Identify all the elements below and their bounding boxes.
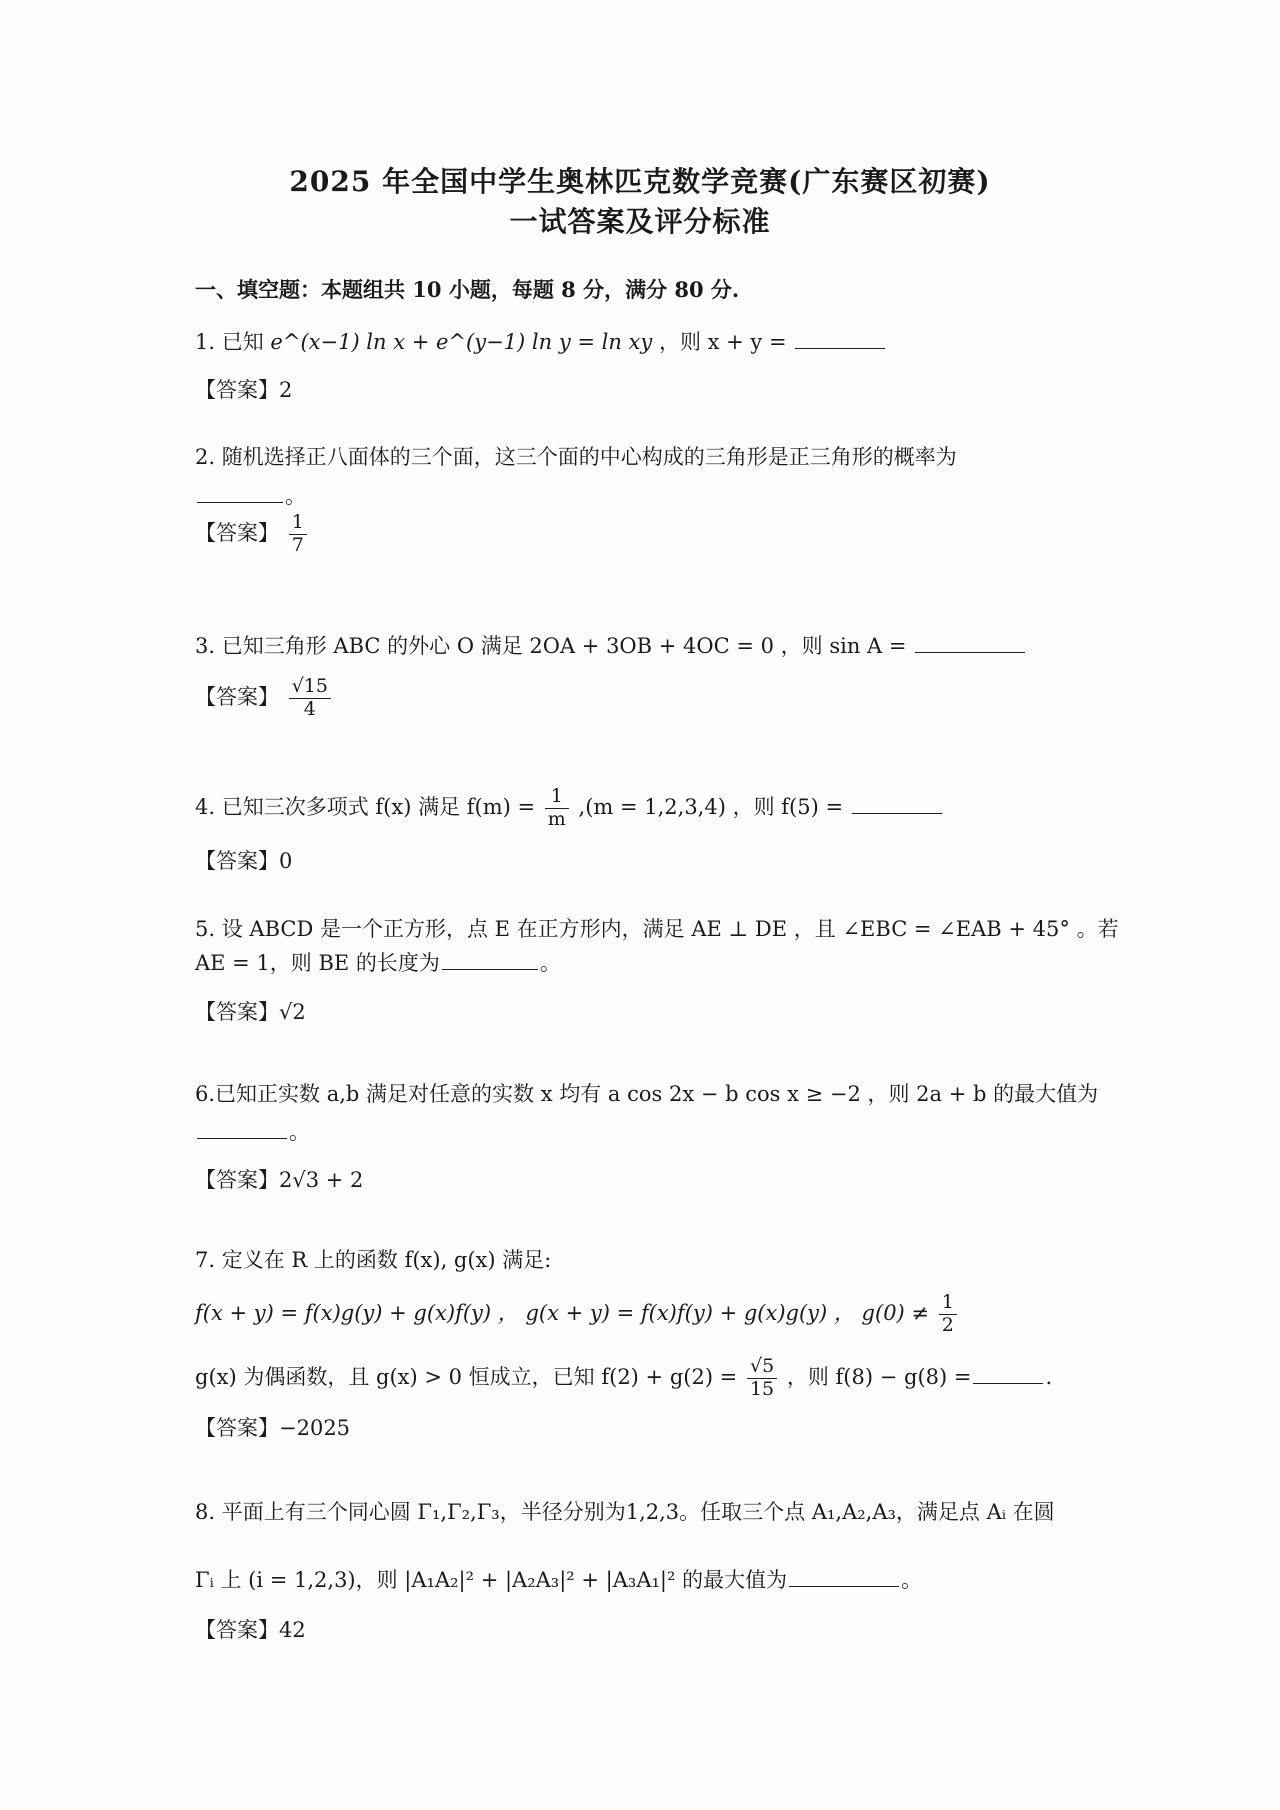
problem-text: 设 ABCD 是一个正方形，点 E 在正方形内，满足 AE ⊥ DE ，且 ∠EBC = ∠EAB + 45° 。若 xyxy=(221,917,1119,941)
answer-blank xyxy=(973,1365,1043,1384)
answer-value: 42 xyxy=(279,1618,306,1642)
fraction-denominator: 4 xyxy=(303,697,316,720)
problem-fraction xyxy=(939,1292,957,1337)
problem-3 xyxy=(195,630,1027,660)
problem-text: 。 xyxy=(285,484,306,508)
answer-blank xyxy=(795,330,885,349)
problem-4 xyxy=(195,786,944,831)
answer-7 xyxy=(195,1412,350,1442)
answer-label: 【答案】 xyxy=(195,849,279,873)
answer-3 xyxy=(195,676,334,721)
fraction-numerator: 1 xyxy=(545,786,569,809)
problem-text: Γᵢ 上 (i = 1,2,3)，则 |A₁A₂|² + |A₂A₃|² + |A₃A₁|² 的最大值为 xyxy=(195,1568,788,1592)
fraction-denominator: 7 xyxy=(291,533,304,556)
problem-6-blank-line xyxy=(195,1116,310,1146)
problem-text: g(x) 为偶函数，且 g(x) > 0 恒成立，已知 f(2) + g(2) = xyxy=(195,1364,738,1389)
answer-5 xyxy=(195,996,306,1026)
answer-4 xyxy=(195,845,292,875)
problem-number: 3. xyxy=(195,634,216,658)
problem-text: AE = 1，则 BE 的长度为 xyxy=(195,951,440,975)
problem-fraction xyxy=(545,786,569,831)
section-header: 一、填空题：本题组共 10 小题，每题 8 分，满分 80 分. xyxy=(195,277,740,302)
answer-label: 【答案】 xyxy=(195,520,279,545)
fraction-numerator: 1 xyxy=(939,1292,957,1315)
answer-value: 2√3 + 2 xyxy=(279,1168,364,1192)
problem-formula: f(x + y) = f(x)g(y) + g(x)f(y) ， g(x + y) = f(x)f(y) + g(x)g(y) ， g(0) ≠ xyxy=(195,1300,930,1325)
answer-fraction xyxy=(289,512,307,557)
problem-2-blank-line xyxy=(195,480,306,510)
answer-blank xyxy=(442,951,538,970)
problem-formula: e^(x−1) ln x + e^(y−1) ln y = ln xy xyxy=(270,330,653,354)
problem-2 xyxy=(195,441,957,471)
problem-text: 。 xyxy=(289,1120,310,1144)
answer-value: 0 xyxy=(279,849,293,873)
problem-8 xyxy=(195,1496,1055,1526)
problem-1 xyxy=(195,326,887,356)
answer-value: 2 xyxy=(279,378,293,402)
answer-label: 【答案】 xyxy=(195,684,279,709)
problem-8-line2 xyxy=(195,1564,922,1594)
answer-blank xyxy=(197,484,283,503)
problem-6 xyxy=(195,1078,1098,1108)
problem-text: ，则 x + y = xyxy=(658,330,787,354)
problem-text: 。 xyxy=(539,951,561,975)
answer-value: −2025 xyxy=(279,1416,351,1440)
problem-number: 5. xyxy=(195,917,216,941)
problem-number: 2. xyxy=(195,445,216,469)
answer-fraction xyxy=(289,676,331,721)
problem-number: 7. xyxy=(195,1248,216,1272)
answer-value: √2 xyxy=(279,1000,306,1024)
answer-label: 【答案】 xyxy=(195,1416,279,1440)
fraction-numerator: √5 xyxy=(747,1356,777,1379)
problem-text: 已知 xyxy=(221,330,264,354)
fraction-numerator: 1 xyxy=(289,512,307,535)
fraction-denominator: m xyxy=(547,807,566,830)
problem-text: 。 xyxy=(901,1568,923,1592)
answer-6 xyxy=(195,1164,363,1194)
page-title: 2025 年全国中学生奥林匹克数学竞赛(广东赛区初赛) xyxy=(289,165,991,198)
page-subtitle: 一试答案及评分标准 xyxy=(509,205,771,238)
answer-label: 【答案】 xyxy=(195,1000,279,1024)
problem-text: 平面上有三个同心圆 Γ₁,Γ₂,Γ₃，半径分别为1,2,3。任取三个点 A₁,A₂,A₃，满足点 Aᵢ 在圆 xyxy=(221,1500,1055,1524)
fraction-denominator: 15 xyxy=(749,1377,775,1400)
answer-label: 【答案】 xyxy=(195,378,279,402)
problem-number: 8. xyxy=(195,1500,216,1524)
answer-blank xyxy=(789,1568,899,1587)
problem-text: 定义在 R 上的函数 f(x), g(x) 满足: xyxy=(221,1248,552,1272)
answer-8 xyxy=(195,1614,306,1644)
problem-text: 已知三次多项式 f(x) 满足 f(m) = xyxy=(221,794,536,819)
answer-blank xyxy=(197,1120,287,1139)
fraction-denominator: 2 xyxy=(941,1313,954,1336)
problem-7-line3 xyxy=(195,1356,1052,1401)
answer-2 xyxy=(195,512,310,557)
answer-1 xyxy=(195,374,292,404)
answer-label: 【答案】 xyxy=(195,1618,279,1642)
problem-text: 已知正实数 a,b 满足对任意的实数 x 均有 a cos 2x − b cos x ≥ −2 ，则 2a + b 的最大值为 xyxy=(215,1082,1099,1106)
problem-number: 1. xyxy=(195,330,216,354)
answer-blank xyxy=(852,795,942,814)
problem-text: . xyxy=(1045,1364,1053,1389)
problem-text: 已知三角形 ABC 的外心 O 满足 2OA + 3OB + 4OC = 0 ，则 sin A = xyxy=(221,634,907,658)
fraction-numerator: √15 xyxy=(289,676,331,699)
problem-text: 随机选择正八面体的三个面，这三个面的中心构成的三角形是正三角形的概率为 xyxy=(221,445,957,469)
problem-fraction xyxy=(747,1356,777,1401)
problem-text: ，则 f(8) − g(8) = xyxy=(786,1364,972,1389)
answer-blank xyxy=(915,634,1025,653)
answer-label: 【答案】 xyxy=(195,1168,279,1192)
problem-number: 6. xyxy=(195,1082,216,1106)
problem-5 xyxy=(195,913,1119,943)
problem-7 xyxy=(195,1244,551,1274)
problem-5-line2 xyxy=(195,947,561,977)
problem-text: ,(m = 1,2,3,4) ，则 f(5) = xyxy=(578,794,844,819)
problem-number: 4. xyxy=(195,794,216,819)
problem-7-line2 xyxy=(195,1292,960,1337)
